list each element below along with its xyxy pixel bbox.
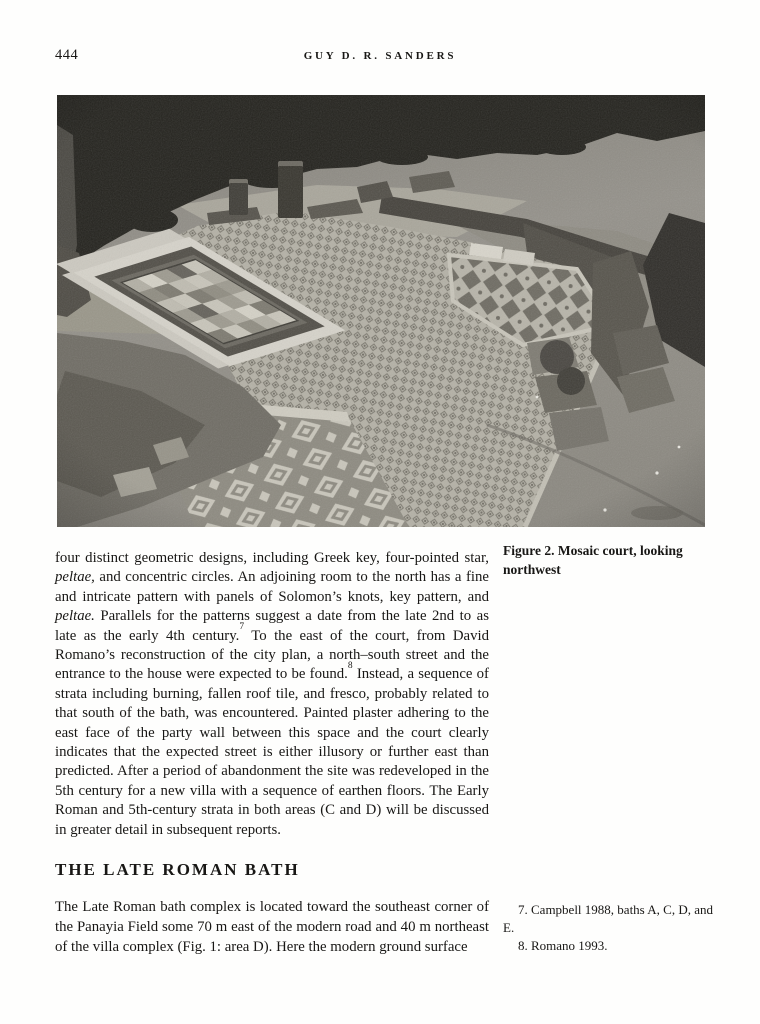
figure-caption: Figure 2. Mosaic court, looking northwest [503, 543, 683, 577]
footnote-7: 7. Campbell 1988, baths A, C, D, and E. [503, 902, 713, 935]
paragraph-bath-location: The Late Roman bath complex is located toward the southeast corner of the Panayia Field some 70 m east of the modern road and 40 m northeast of the villa complex (Fig. 1: area D). Here the modern ground surface [55, 899, 489, 956]
footnote-ref-8: 8 [347, 660, 353, 671]
page-number: 444 [55, 47, 79, 63]
text-segment: four distinct geometric designs, including Greek key, four-pointed star, [55, 550, 489, 566]
footnote-ref-7: 7 [239, 621, 245, 632]
text-segment: To the east of the court, from David Romano’s reconstruction of the city plan, a north–south street and the entrance to the house were expected to be found. [55, 627, 490, 683]
figure-2-photo [57, 95, 705, 527]
footnotes-block [503, 901, 723, 954]
italic-term-peltae: peltae, [55, 569, 95, 586]
photo-vignette [57, 95, 705, 527]
italic-term-peltae: peltae. [55, 608, 95, 625]
text-segment: Instead, a sequence of strata including burning, fallen roof tile, and fresco, probably related to that south of the bath, was encountered. Painted plaster adhering to the east face of the party wall between this space and the court clearly indicates that the expected street is either illusory or further east than predicted. After a period of abandonment the site was redeveloped in the 5th century for a new villa with a sequence of earthen floors. The Early Roman and 5th-century strata in both areas (C and D) will be discussed in greater detail in subsequent reports. [55, 666, 489, 838]
text-segment: and concentric circles. An adjoining room to the north has a fine and intricate pattern with panels of Solomon’s knots, key pattern, and [55, 569, 489, 605]
running-head: GUY D. R. SANDERS [303, 50, 457, 62]
paragraph-mosaic-court [55, 549, 489, 840]
text-segment: Parallels for the patterns suggest a date from the late 2nd to as late as the early 4th century. [55, 608, 489, 644]
section-heading: THE LATE ROMAN BATH [55, 860, 300, 879]
footnote-8: 8. Romano 1993. [518, 937, 608, 953]
mosaic-court-photo [57, 95, 705, 527]
